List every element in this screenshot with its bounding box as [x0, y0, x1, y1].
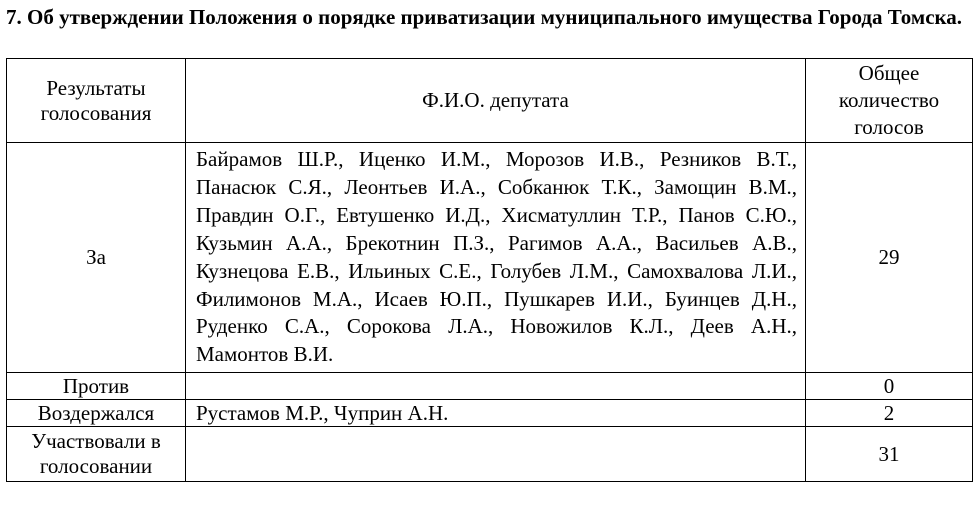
row-abstained-names: Рустамов М.Р., Чуприн А.Н. [186, 400, 806, 427]
row-participated-result-label: Участвовали в голосовании [31, 429, 161, 479]
header-deputies-label: Ф.И.О. депутата [422, 88, 569, 112]
row-against-result: Против [7, 373, 186, 400]
row-abstained-result: Воздержался [7, 400, 186, 427]
table-header-row [7, 59, 973, 143]
table-row-abstained [7, 400, 973, 427]
header-result-label: Результаты голосования [40, 75, 152, 125]
table-row-against [7, 373, 973, 400]
header-total [806, 59, 973, 143]
row-against-count: 0 [806, 373, 973, 400]
row-for-result: За [7, 143, 186, 373]
row-for-names: Байрамов Ш.Р., Иценко И.М., Морозов И.В., Резников В.Т., Панасюк С.Я., Леонтьев И.А., Собканюк Т.К., Замощин В.М., Правдин О.Г., Евтушенко И.Д., Хисматуллин Т.Р., Панов С.Ю., Кузьмин А.А., Брекотнин П.З., Рагимов А.А., Васильев А.В., Кузнецова Е.В., Ильиных С.Е., Голубев Л.М., Самохвалова Л.И., Филимонов М.А., Исаев Ю.П., Пушкарев И.И., Буинцев Д.Н., Руденко С.А., Сорокова Л.А., Новожилов К.Л., Деев А.Н., Мамонтов В.И. [186, 143, 806, 373]
header-deputies [186, 59, 806, 143]
agenda-item-heading: 7. Об утверждении Положения о порядке приватизации муниципального имущества Города Томска. [6, 5, 963, 29]
header-total-label: Общее количество голосов [838, 61, 940, 139]
table-row-participated [7, 427, 973, 482]
row-participated-result [7, 427, 186, 482]
table-row-for [7, 143, 973, 373]
row-against-names [186, 373, 806, 400]
row-participated-count: 31 [806, 427, 973, 482]
row-for-count: 29 [806, 143, 973, 373]
row-abstained-count: 2 [806, 400, 973, 427]
voting-results-table [6, 58, 973, 482]
header-result [7, 59, 186, 143]
row-participated-names [186, 427, 806, 482]
